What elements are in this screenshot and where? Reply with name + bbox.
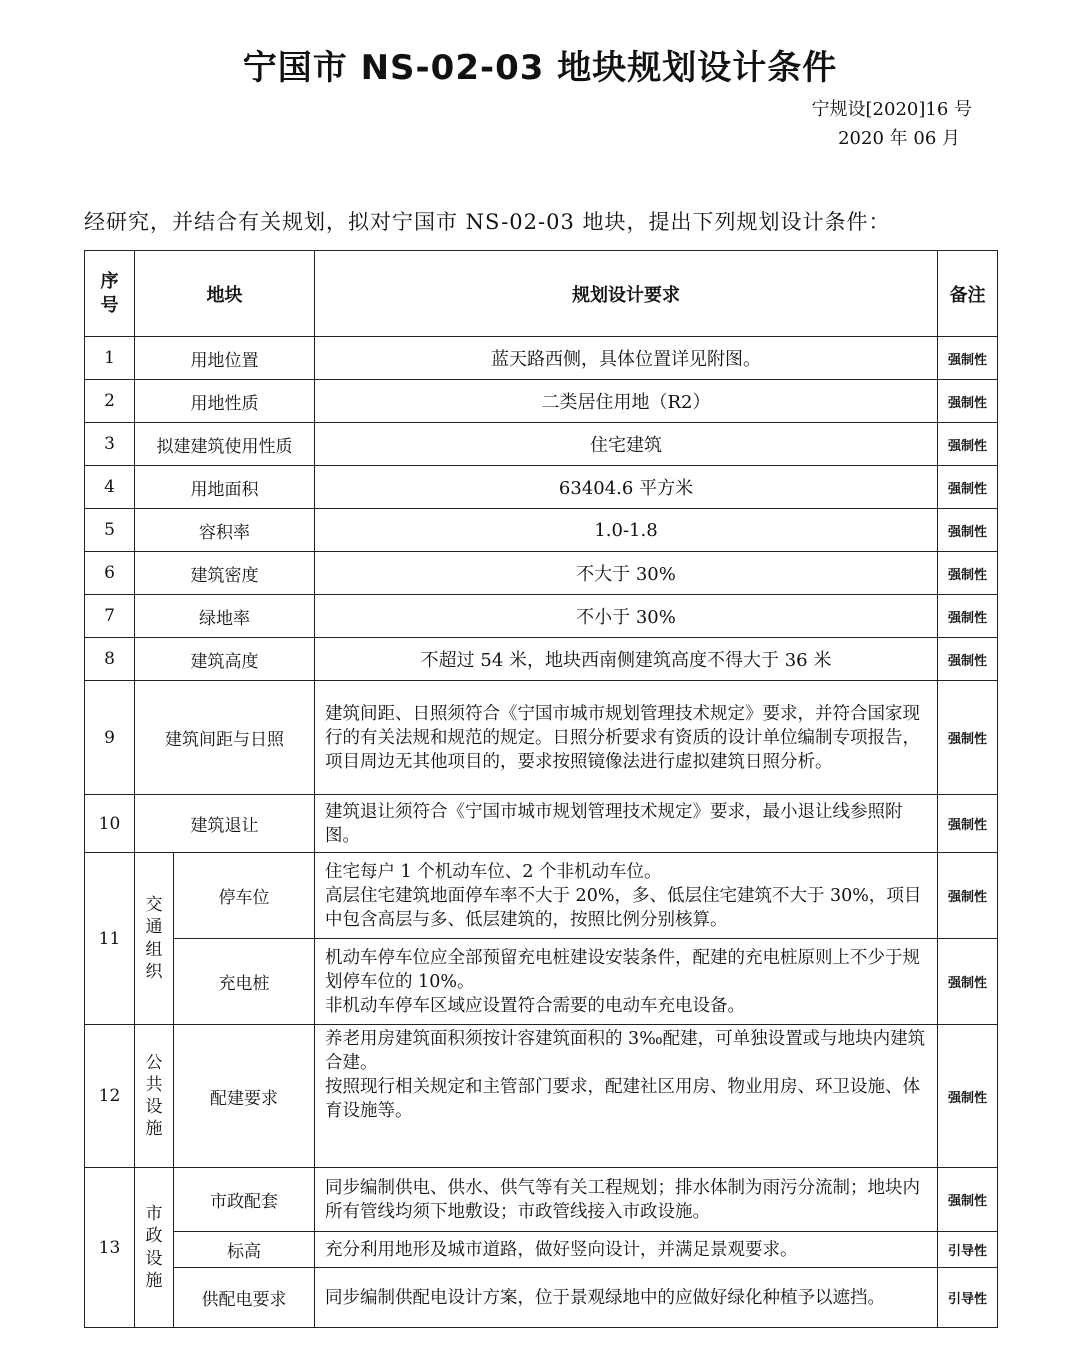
row-item: 用地面积: [135, 466, 315, 509]
row-note: 强制性: [938, 1168, 998, 1232]
row-requirement: 充分利用地形及城市道路，做好竖向设计，并满足景观要求。: [315, 1232, 938, 1268]
header-plot: 地块: [135, 251, 315, 337]
table-row: [85, 681, 998, 795]
row-note: 强制性: [938, 681, 998, 795]
planning-conditions-table: [84, 250, 998, 1328]
requirement-line: 按照现行相关规定和主管部门要求，配建社区用房、物业用房、环卫设施、体育设施等。: [325, 1077, 920, 1121]
row-requirement: 同步编制供电、供水、供气等有关工程规划；排水体制为雨污分流制；地块内所有管线均须下地敷设；市政管线接入市政设施。: [315, 1168, 938, 1232]
row-group: 公共设施: [135, 1025, 174, 1168]
requirement-line: 养老用房建筑面积须按计容建筑面积的 3‰配建，可单独设置或与地块内建筑合建。: [325, 1029, 926, 1073]
table-row: [85, 1232, 998, 1268]
row-item: 拟建建筑使用性质: [135, 423, 315, 466]
row-requirement: 建筑间距、日照须符合《宁国市城市规划管理技术规定》要求，并符合国家现行的有关法规和规范的规定。日照分析要求有资质的设计单位编制专项报告，项目周边无其他项目的，要求按照镜像法进行虚拟建筑日照分析。: [315, 681, 938, 795]
table-row: [85, 466, 998, 509]
row-requirement: 不小于 30%: [315, 595, 938, 638]
row-item: 建筑退让: [135, 795, 315, 853]
row-note: 强制性: [938, 509, 998, 552]
requirement-line: 高层住宅建筑地面停车率不大于 20%，多、低层住宅建筑不大于 30%，项目中包含高层与多、低层建筑的，按照比例分别核算。: [325, 885, 922, 930]
row-note: 强制性: [938, 380, 998, 423]
table-row: [85, 795, 998, 853]
row-requirement: 同步编制供配电设计方案，位于景观绿地中的应做好绿化种植予以遮挡。: [315, 1268, 938, 1328]
table-row: [85, 638, 998, 681]
row-requirement: 二类居住用地（R2）: [315, 380, 938, 423]
row-item: 建筑间距与日照: [135, 681, 315, 795]
table-row: [85, 552, 998, 595]
table-row: [85, 423, 998, 466]
row-subitem: 市政配套: [174, 1168, 315, 1232]
row-seq: 10: [85, 795, 135, 853]
row-seq: 12: [85, 1025, 135, 1168]
intro-text: 经研究，并结合有关规划，拟对宁国市 NS-02-03 地块，提出下列规划设计条件：: [84, 210, 891, 234]
header-requirement: 规划设计要求: [315, 251, 938, 337]
row-subitem: 停车位: [174, 853, 315, 939]
table-row: [85, 1268, 998, 1328]
requirement-line: 机动车停车位应全部预留充电桩建设安装条件，配建的充电桩原则上不少于规划停车位的 10%。: [325, 947, 920, 992]
table-row: [85, 853, 998, 939]
table-row: [85, 1025, 998, 1168]
row-requirement: 不大于 30%: [315, 552, 938, 595]
document-date: 2020 年 06 月: [838, 128, 960, 149]
row-requirement: [315, 1025, 938, 1168]
row-note: 强制性: [938, 466, 998, 509]
table-row: [85, 1168, 998, 1232]
document-title: 宁国市 NS-02-03 地块规划设计条件: [242, 48, 838, 88]
row-seq: 11: [85, 853, 135, 1025]
row-note: 强制性: [938, 423, 998, 466]
row-group: 交通组织: [135, 853, 174, 1025]
row-seq: 6: [85, 552, 135, 595]
table-row: [85, 509, 998, 552]
row-seq: 7: [85, 595, 135, 638]
row-item: 绿地率: [135, 595, 315, 638]
row-subitem: 充电桩: [174, 939, 315, 1025]
row-note: 引导性: [938, 1268, 998, 1328]
table-row: [85, 337, 998, 380]
row-seq: 13: [85, 1168, 135, 1328]
row-subitem: 配建要求: [174, 1025, 315, 1168]
requirement-line: 住宅每户 1 个机动车位、2 个非机动车位。: [325, 861, 662, 882]
row-item: 建筑高度: [135, 638, 315, 681]
row-seq: 3: [85, 423, 135, 466]
row-requirement: 63404.6 平方米: [315, 466, 938, 509]
table-header-row: [85, 251, 998, 337]
row-requirement: 不超过 54 米，地块西南侧建筑高度不得大于 36 米: [315, 638, 938, 681]
row-seq: 9: [85, 681, 135, 795]
row-note: 强制性: [938, 337, 998, 380]
header-seq: 序号: [85, 251, 135, 337]
row-note: 强制性: [938, 638, 998, 681]
requirement-line: 非机动车停车区域应设置符合需要的电动车充电设备。: [325, 995, 745, 1016]
table-row: [85, 595, 998, 638]
row-seq: 8: [85, 638, 135, 681]
row-group: 市政设施: [135, 1168, 174, 1328]
row-item: 用地性质: [135, 380, 315, 423]
row-seq: 5: [85, 509, 135, 552]
row-item: 建筑密度: [135, 552, 315, 595]
document-number: 宁规设[2020]16 号: [811, 99, 972, 120]
header-note: 备注: [938, 251, 998, 337]
row-note: 强制性: [938, 1025, 998, 1168]
row-note: 强制性: [938, 595, 998, 638]
row-requirement: [315, 939, 938, 1025]
row-item: 用地位置: [135, 337, 315, 380]
row-item: 容积率: [135, 509, 315, 552]
table-row: [85, 380, 998, 423]
row-requirement: 1.0-1.8: [315, 509, 938, 552]
row-note: 强制性: [938, 795, 998, 853]
row-seq: 4: [85, 466, 135, 509]
row-subitem: 供配电要求: [174, 1268, 315, 1328]
row-note: 强制性: [938, 552, 998, 595]
row-note: 强制性: [938, 939, 998, 1025]
row-seq: 2: [85, 380, 135, 423]
row-requirement: 建筑退让须符合《宁国市城市规划管理技术规定》要求，最小退让线参照附图。: [315, 795, 938, 853]
row-requirement: 蓝天路西侧，具体位置详见附图。: [315, 337, 938, 380]
row-note: 引导性: [938, 1232, 998, 1268]
row-requirement: [315, 853, 938, 939]
row-seq: 1: [85, 337, 135, 380]
row-note: 强制性: [938, 853, 998, 939]
table-row: [85, 939, 998, 1025]
row-subitem: 标高: [174, 1232, 315, 1268]
row-requirement: 住宅建筑: [315, 423, 938, 466]
